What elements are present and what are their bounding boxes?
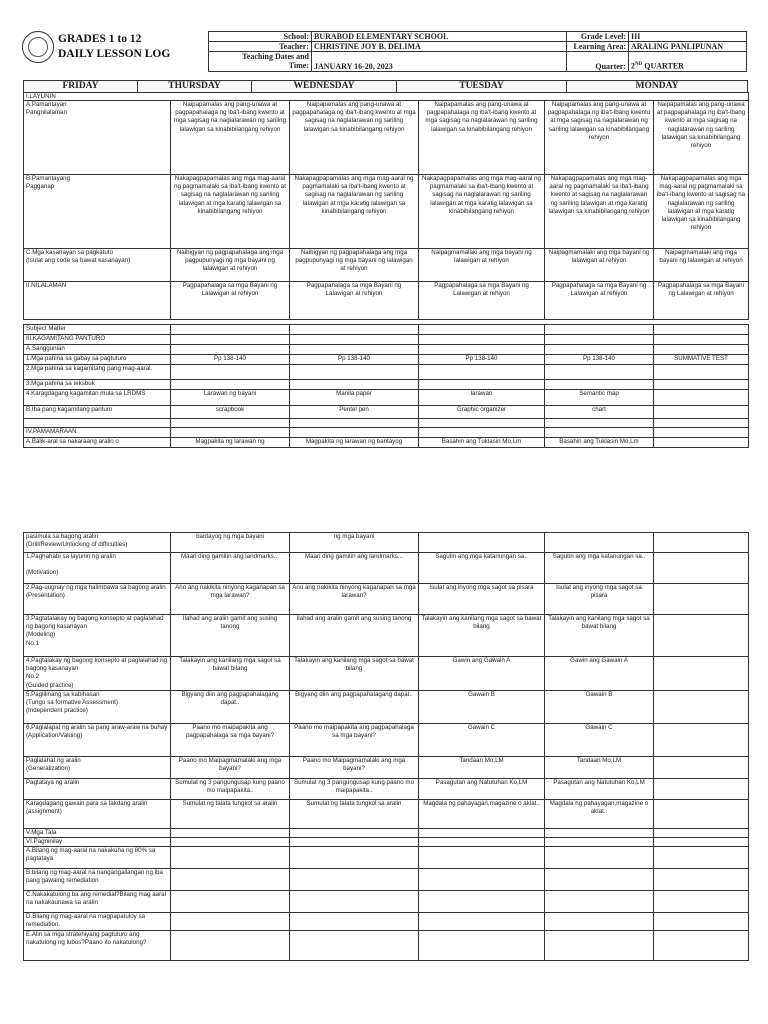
table-row	[24, 799, 749, 828]
row-label: Subject Matter	[24, 325, 171, 335]
day-cell	[545, 419, 654, 428]
day-cell: Naipagmamalaki ang mga bayani ng lalawigan at rehiyon	[419, 249, 545, 282]
day-cell	[290, 930, 419, 960]
day-cell	[545, 930, 654, 960]
day-cell	[654, 891, 749, 913]
day-cell	[290, 869, 419, 891]
day-cell	[419, 428, 545, 438]
day-wednesday: WEDNESDAY	[252, 81, 397, 93]
row-label: B.bilang ng mag-aaral na nangangailangan ng iba pang gawaing remediation	[24, 869, 171, 891]
row-label: II.NILALAMAN	[24, 282, 171, 320]
day-cell	[419, 533, 545, 553]
row-label: B.Iba pang kagamitang panturo	[24, 406, 171, 419]
day-cell	[290, 828, 419, 837]
row-label: 3.Mga pahina sa teksbuk	[24, 380, 171, 390]
day-cell: Graphic organizer	[419, 406, 545, 419]
day-cell	[654, 690, 749, 723]
day-cell: larawan	[419, 390, 545, 406]
day-cell	[419, 828, 545, 837]
day-cell: Tandaan Mo,LM	[419, 756, 545, 778]
day-friday: FRIDAY	[24, 81, 138, 93]
day-cell	[654, 438, 749, 448]
row-label: A.Balik-aral sa nakaraang aralin o	[24, 438, 171, 448]
row-label: C.Mga kasanayan sa pagkatuto (Isulat ang code sa bawat kasanayan)	[24, 249, 171, 282]
day-cell	[545, 365, 654, 380]
table-row	[24, 419, 749, 428]
day-cell	[290, 345, 419, 355]
day-cell	[171, 828, 290, 837]
day-cell	[171, 365, 290, 380]
row-label: 2.Mga pahina sa kagamitang pang mag-aaral.	[24, 365, 171, 380]
row-label: A.Pamantayan Pangnilalaman	[24, 101, 171, 175]
day-cell: Manila paper	[290, 390, 419, 406]
day-cell: scrapbook	[171, 406, 290, 419]
day-cell: Paano mo Maipagmamalaki ang mga bayani?	[171, 756, 290, 778]
dates-label-2: Time:	[288, 61, 309, 70]
table-row	[24, 584, 749, 615]
row-label: A.Sanggunian	[24, 345, 171, 355]
day-cell	[419, 913, 545, 930]
day-cell: Nakapagpapamalas ang mga mag-aaral ng pagmamalaki sa iba't-ibang kwento at sagisag na naglalarawan ng sariling lalawigan at mga karatig lalawigan sa kinabibilangang rehiyon	[290, 175, 419, 249]
day-cell: Bigyang diin ang pagpapahalagang dapat..	[171, 690, 290, 723]
table-row	[24, 175, 749, 249]
table-row	[24, 657, 749, 691]
day-cell	[171, 891, 290, 913]
day-cell: Naipapamalas ang pang-unawa at pagpapahalaga ng iba't-ibang kwento at mga sagisag na naglalarawan ng sariling lalawigan sa kinabibilangang rehiyon	[654, 101, 749, 175]
day-cell: Nakapagpapamalas ang mga mag-aaral ng pagmamalaki sa iba't-ibang kwento at sagisag na naglalarawan ng sariling lalawigan at mga karatig lalawigan sa kinabibilangang rehiyon	[654, 175, 749, 249]
day-cell	[419, 345, 545, 355]
day-cell: Talakayin ang kanilang mga sagot sa bawat bilang	[290, 657, 419, 691]
day-cell	[654, 533, 749, 553]
day-cell	[654, 657, 749, 691]
day-cell	[171, 930, 290, 960]
day-cell: Sumulat ng 3 pangungusap kung paano mo maipapakita..	[171, 778, 290, 799]
day-tuesday: TUESDAY	[397, 81, 567, 93]
row-label	[24, 419, 171, 428]
day-cell: Paano mo maipapakita ang pagpapahalaga sa mga bayani?	[171, 723, 290, 756]
table-row	[24, 249, 749, 282]
row-label: 1.Mga pahina sa gabay sa pagtuturo	[24, 355, 171, 365]
table-row	[24, 723, 749, 756]
grade-label: Grade Level:	[567, 32, 629, 42]
day-cell: Gawain C	[419, 723, 545, 756]
day-cell: Maari ding gamitin ang landmarks...	[171, 553, 290, 584]
day-cell	[545, 325, 654, 335]
day-cell: ng mga bayani	[290, 533, 419, 553]
day-cell	[419, 838, 545, 847]
day-cell: Gawain B	[545, 690, 654, 723]
day-cell: Naipapamalas ang pang-unawa at pagpapahalaga ng iba't-ibang kwento at mga sagisag na naglalarawan ng sariling lalawigan sa kinabibilangang rehiyon	[545, 101, 654, 175]
row-label: 5.Paglilinang sa kabihasan (Tungo sa formative Assessment) (Independent practice)	[24, 690, 171, 723]
row-label: E.Alin sa mga stratehiyang pagtuturo ang nakatulong ng lubos?Paano ito nakatulong?	[24, 930, 171, 960]
procedure-table	[23, 532, 749, 961]
table-row	[24, 438, 749, 448]
day-cell	[545, 380, 654, 390]
day-cell: Ilahad ang aralin gamit ang susing tanong	[171, 615, 290, 657]
day-cell: Pp 138-140	[545, 355, 654, 365]
table-row	[24, 406, 749, 419]
table-row	[24, 380, 749, 390]
day-cell: Pagpapahalaga sa mga Bayani ng Lalawigan at rehiyon	[290, 282, 419, 320]
row-label: 1.Paghahabi sa layunin ng aralin (Motivation)	[24, 553, 171, 584]
day-cell: chart	[545, 406, 654, 419]
day-cell	[654, 723, 749, 756]
row-label: III.KAGAMITANG PANTURO	[24, 335, 171, 345]
day-cell: Nakapagpapamalas ang mga mag-aaral ng pagmamalaki sa iba't-ibang kwento at sagisag na naglalarawan ng sariling lalawigan at mga karatig lalawigan sa kinabibilangang rehiyon	[419, 175, 545, 249]
day-cell	[545, 345, 654, 355]
row-label: D.Bilang ng mag-aaral na magpapatuloy sa remediation.	[24, 913, 171, 930]
day-cell: Ano ang nakikita ninyong kaganapan sa mga larawan?	[171, 584, 290, 615]
day-cell: Nakapagpapamalas ang mga mag-aaral ng pagmamalaki sa iba't-ibang kwento at sagisag na naglalarawan ng sariling lalawigan at mga karatig lalawigan sa kinabibilangang rehiyon	[545, 175, 654, 249]
day-cell	[654, 930, 749, 960]
day-cell	[654, 325, 749, 335]
table-row	[24, 553, 749, 584]
table-row	[24, 335, 749, 345]
day-cell	[290, 838, 419, 847]
row-label: 2.Pag-uugnay ng mga halimbawa sa bagong aralin (Presentation)	[24, 584, 171, 615]
row-label: B.Pamantayang Pagganap	[24, 175, 171, 249]
day-cell: Paano mo Maipagmamalaki ang mga bayani?	[290, 756, 419, 778]
day-cell	[290, 335, 419, 345]
day-cell	[545, 913, 654, 930]
area-label: Learning Area:	[567, 42, 629, 52]
row-label: Paglalahat ng aralin (Generalization)	[24, 756, 171, 778]
day-cell	[545, 838, 654, 847]
table-row	[24, 355, 749, 365]
day-cell: Pentel pen	[290, 406, 419, 419]
day-cell: Naibigyan ng pagpapahalaga ang mga pagpupunyagi ng mga bayani ng lalawigan at rehiyon	[290, 249, 419, 282]
school-value: BURABOD ELEMENTARY SCHOOL	[312, 32, 567, 42]
teacher-label: Teacher:	[209, 42, 312, 52]
quarter-number: 2	[631, 62, 635, 71]
day-cell	[654, 365, 749, 380]
table-row	[24, 838, 749, 847]
day-cell	[545, 428, 654, 438]
row-label: 6.Paglalapat ng aralin sa pang araw-araw na buhay (Application/Valuing)	[24, 723, 171, 756]
dates-value: JANUARY 16-20, 2023	[312, 52, 567, 72]
area-value: ARALING PANLIPUNAN	[629, 42, 747, 52]
day-cell: Sumulat ng 3 pangungusap kung paano mo maipapakita..	[290, 778, 419, 799]
materials-table	[23, 324, 749, 448]
row-label: VI.Pagninilay	[24, 838, 171, 847]
day-cell	[171, 325, 290, 335]
day-cell	[290, 847, 419, 869]
day-cell: Sagutin ang mga katanungan sa..	[545, 553, 654, 584]
quarter-value	[629, 52, 747, 72]
day-cell: Naipapamalas ang pang-unawa at pagpapahalaga ng iba't-ibang kwento at mga sagisag na naglalarawan ng sariling lalawigan sa kinabibilangang rehiyon	[419, 101, 545, 175]
day-cell: Naipapamalas ang pang-unawa at pagpapahalaga ng iba't-ibang kwento at mga sagisag na naglalarawan ng sariling lalawigan sa kinabibilangang rehiyon	[171, 101, 290, 175]
table-row	[24, 101, 749, 175]
day-cell: Isulat ang inyong mga sagot sa pisara	[545, 584, 654, 615]
day-cell: Larawan ng bayani	[171, 390, 290, 406]
day-monday: MONDAY	[567, 81, 748, 93]
day-cell: Sagutin ang mga katanungan sa..	[419, 553, 545, 584]
day-cell	[419, 380, 545, 390]
table-row	[24, 615, 749, 657]
day-cell: Isulat ang inyong mga sagot sa pisara	[419, 584, 545, 615]
table-row	[24, 778, 749, 799]
day-cell: Pp 138-140	[171, 355, 290, 365]
day-cell	[419, 869, 545, 891]
table-row	[24, 913, 749, 930]
day-cell	[654, 838, 749, 847]
row-label: Karagdagang gawain para sa takdang aralin (assignment)	[24, 799, 171, 828]
day-cell: Naibigyan ng pagpapahalaga ang mga pagpupunyagi ng mga bayani ng lalawigan at rehiyon	[171, 249, 290, 282]
day-cell: Basahin ang Tuklasin Mo,Lm	[419, 438, 545, 448]
table-row	[24, 390, 749, 406]
day-cell: Naipagmamalaki ang mga bayani ng lalawigan at rehiyon	[545, 249, 654, 282]
day-cell	[654, 828, 749, 837]
day-cell	[654, 553, 749, 584]
row-label: V.Mga Tala	[24, 828, 171, 837]
table-row	[24, 282, 749, 320]
day-cell: Paano mo maipapakita ang pagpapahalaga sa mga bayani?	[290, 723, 419, 756]
deped-seal-logo	[22, 31, 54, 63]
day-cell	[290, 428, 419, 438]
objectives-table	[23, 92, 749, 320]
day-cell	[290, 365, 419, 380]
row-label: IV.PAMAMARAAN	[24, 428, 171, 438]
day-cell: Sumulat ng talata tungkol sa aralin	[290, 799, 419, 828]
day-cell: Ilahad ang aralin gamit ang susing tanong	[290, 615, 419, 657]
day-cell	[654, 390, 749, 406]
day-cell: SUMMATIVE TEST	[654, 355, 749, 365]
quarter-label: Quarter:	[567, 52, 629, 72]
section-layunin: I.LAYUNIN	[24, 93, 749, 101]
day-cell: Basahin ang Tuklasin Mo,Lm	[545, 438, 654, 448]
day-cell	[419, 419, 545, 428]
day-cell	[654, 380, 749, 390]
day-cell	[419, 847, 545, 869]
day-cell	[171, 847, 290, 869]
day-cell: Pp 138-140	[290, 355, 419, 365]
day-cell	[419, 891, 545, 913]
day-cell	[654, 913, 749, 930]
day-cell	[654, 428, 749, 438]
table-row	[24, 756, 749, 778]
table-row	[24, 690, 749, 723]
day-cell: Gawain C	[545, 723, 654, 756]
day-cell: Naipapamalas ang pang-unawa at pagpapahalaga ng iba't-ibang kwento at mga sagisag na naglalarawan ng sariling lalawigan sa kinabibilangang rehiyon	[290, 101, 419, 175]
day-cell	[171, 419, 290, 428]
day-cell	[171, 380, 290, 390]
day-cell	[171, 335, 290, 345]
day-cell: Talakayin ang kanilang mga sagot sa bawat bilang	[545, 615, 654, 657]
row-label: pasimula sa bagong aralin (Drill/Review/Unlocking of difficulties)	[24, 533, 171, 553]
day-cell	[171, 428, 290, 438]
day-cell: Ano ang nakikita ninyong kaganapan sa mga larawan?	[290, 584, 419, 615]
grade-value: III	[629, 32, 747, 42]
day-cell	[545, 533, 654, 553]
document-title	[58, 32, 170, 62]
day-cell	[171, 913, 290, 930]
table-row	[24, 930, 749, 960]
day-cell	[654, 799, 749, 828]
day-cell: Bigyang diin ang pagpapahalagang dapat..	[290, 690, 419, 723]
day-cell	[171, 869, 290, 891]
header-info-table	[208, 31, 747, 72]
day-cell	[419, 930, 545, 960]
day-cell	[290, 913, 419, 930]
day-cell: Talakayin ang kanilang mga sagot sa bawat bilang	[419, 615, 545, 657]
row-label: 4.Pagtalakay ng bagong konsepto at paglalahad ng bagong kasanayan No.2 (Guided practice)	[24, 657, 171, 691]
day-cell: Pagpapahalaga sa mga Bayani ng Lalawigan at rehiyon	[545, 282, 654, 320]
title-dll: DAILY LESSON LOG	[58, 48, 171, 60]
day-cell	[654, 756, 749, 778]
day-cell: Magpakita ng larawan ng bantayog	[290, 438, 419, 448]
teacher-value: CHRISTINE JOY B. DELIMA	[312, 42, 567, 52]
table-row	[24, 365, 749, 380]
day-cell: Pasagutan ang Natutuhan Ko,LM	[419, 778, 545, 799]
day-thursday: THURSDAY	[138, 81, 252, 93]
day-cell	[654, 847, 749, 869]
day-cell	[654, 406, 749, 419]
table-row	[24, 428, 749, 438]
day-cell: Pagpapahalaga sa mga Bayani ng Lalawigan at rehiyon	[654, 282, 749, 320]
day-cell: Sumulat ng talata tungkol sa aralin	[171, 799, 290, 828]
day-cell	[545, 828, 654, 837]
day-cell: Magdala ng pahayagan,magazine o aklat..	[545, 799, 654, 828]
day-cell	[290, 380, 419, 390]
day-cell: Magpakita ng larawan ng	[171, 438, 290, 448]
day-cell	[419, 325, 545, 335]
quarter-word: QUARTER	[642, 62, 684, 71]
table-row	[24, 325, 749, 335]
day-cell	[654, 615, 749, 657]
day-cell	[654, 419, 749, 428]
row-label: Pagtataya ng aralin	[24, 778, 171, 799]
day-cell: Gawin ang Gawain A	[545, 657, 654, 691]
day-cell	[545, 847, 654, 869]
day-cell	[654, 869, 749, 891]
day-cell	[171, 345, 290, 355]
day-cell: Pagpapahalaga sa mga Bayani ng Lalawigan at rehiyon	[419, 282, 545, 320]
school-label: School:	[209, 32, 312, 42]
table-row	[24, 533, 749, 553]
day-cell: Pp 138-140	[419, 355, 545, 365]
day-cell	[654, 778, 749, 799]
table-row	[24, 847, 749, 869]
row-label: 4.Karagdagang kagamitan mula sa LRDMS	[24, 390, 171, 406]
day-cell	[290, 891, 419, 913]
quarter-suffix: ND	[635, 62, 643, 68]
day-cell: bantayog ng mga bayani	[171, 533, 290, 553]
day-cell	[545, 891, 654, 913]
day-cell	[290, 419, 419, 428]
day-cell	[545, 335, 654, 345]
dates-label-1: Teaching Dates and	[242, 52, 309, 61]
table-row	[24, 869, 749, 891]
day-cell: Tandaan Mo,LM	[545, 756, 654, 778]
dates-label	[209, 52, 312, 72]
row-label: C.Nakakatulong ba ang remedial?Bilang mag aaral na nakakaunawa sa aralin	[24, 891, 171, 913]
day-cell	[654, 335, 749, 345]
title-grades: GRADES 1 to 12	[58, 33, 142, 45]
day-cell: Magdala ng pahayagan,magazine o aklat..	[419, 799, 545, 828]
day-cell	[419, 335, 545, 345]
table-row	[24, 891, 749, 913]
day-cell	[290, 325, 419, 335]
day-cell: Semantic map	[545, 390, 654, 406]
day-cell	[419, 365, 545, 380]
day-cell: Gawin ang Gawain A	[419, 657, 545, 691]
day-cell: Nakapagpapamalas ang mga mag-aaral ng pagmamalaki sa iba't-ibang kwento at sagisag na naglalarawan ng sariling lalawigan at mga karatig lalawigan sa kinabibilangang rehiyon	[171, 175, 290, 249]
day-cell: Talakayin ang kanilang mga sagot sa bawat bilang	[171, 657, 290, 691]
day-cell: Gawain B	[419, 690, 545, 723]
row-label: A.Bilang ng mag-aaral na nakakuha ng 80% sa pagtataya	[24, 847, 171, 869]
day-cell: Pagpapahalaga sa mga Bayani ng Lalawigan at rehiyon	[171, 282, 290, 320]
day-cell	[545, 869, 654, 891]
day-cell	[654, 584, 749, 615]
day-cell: Naipagmamalaki ang mga bayani ng lalawigan at rehiyon	[654, 249, 749, 282]
table-row	[24, 345, 749, 355]
day-cell	[171, 838, 290, 847]
day-cell: Pasagutan ang Natutuhan Ko,LM	[545, 778, 654, 799]
table-row	[24, 828, 749, 837]
day-cell: Maari ding gamitin ang landmarks...	[290, 553, 419, 584]
row-label: 3.Pagtatalakay ng bagong konsepto at paglalahad ng bagong kasanayan (Modeling) No.1	[24, 615, 171, 657]
day-cell	[654, 345, 749, 355]
